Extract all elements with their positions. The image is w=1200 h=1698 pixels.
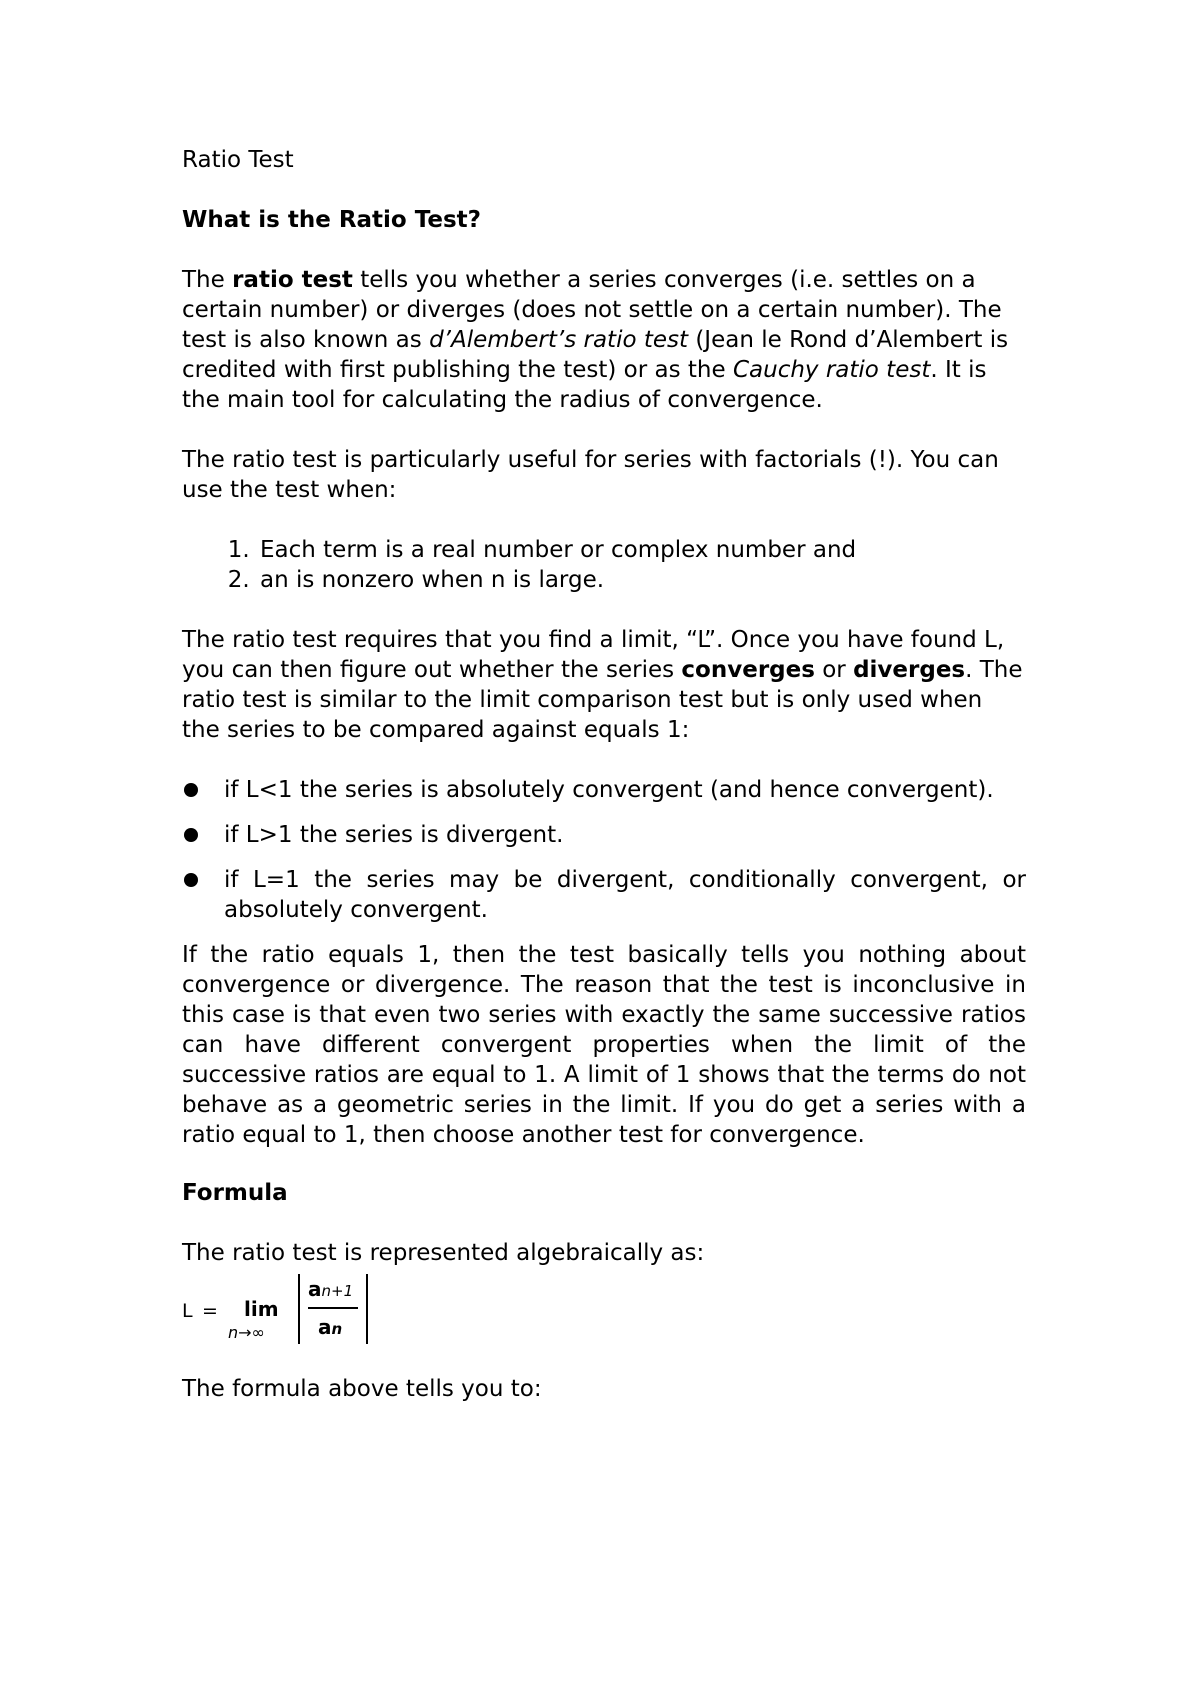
bullet-text: if L>1 the series is divergent. [224,822,564,848]
numerator-base: a [308,1277,322,1301]
formula-abs-bar-right [366,1274,368,1344]
document-page [182,140,1026,1404]
limit-bold-diverges: diverges [853,657,966,683]
intro-text-3: (Jean le Rond d’Alembert is credited with first publishing the test) or as the [182,327,1009,383]
list-item: 2. an is nonzero when n is large. [257,565,1026,595]
bullet-text: if L=1 the series may be divergent, conditionally convergent, or absolutely convergent. [224,867,1026,923]
formula-denominator [318,1312,342,1344]
list-item: 1. Each term is a real number or complex number and [257,535,1026,565]
bullet-icon [184,873,198,887]
intro-text-4: . It is the main tool for calculating the radius of convergence. [182,357,987,413]
intro-text-2: tells you whether a series converges (i.e. settles on a certain number) or diverges (does not settle on a certain number). The test is also known as [182,267,1002,353]
denominator-subscript: n [331,1320,343,1338]
denominator-base: a [318,1315,332,1339]
intro-bold-ratio-test: ratio test [232,267,353,293]
bullet-icon [184,783,198,797]
intro-italic-cauchy: Cauchy ratio test [732,357,931,383]
document-title: Ratio Test [182,147,294,173]
list-item [182,775,1026,805]
numerator-subscript: n+1 [321,1282,354,1300]
formula-lim: lim [244,1297,279,1321]
formula-numerator [308,1274,353,1306]
inconclusive-paragraph: If the ratio equals 1, then the test basically tells you nothing about convergence or divergence. The reason that the test is inconclusive in this case is that even two series with exactly the same successive ratios can have different convergent properties when the limit of the successive ratios are equal to 1. A limit of 1 shows that the terms do not behave as a geometric series in the limit. If you do get a series with a ratio equal to 1, then choose another test for convergence. [182,942,1026,1148]
intro-italic-dalembert: d’Alembert’s ratio test [429,327,689,353]
limit-text-2: or [814,657,854,683]
limit-text-3: . The ratio test is similar to the limit comparison test but is only used when the series to be compared against equals 1: [182,657,1023,743]
intro-paragraph [182,265,1026,415]
algebra-paragraph: The ratio test is represented algebraically as: [182,1240,705,1266]
bullet-icon [184,828,198,842]
bullet-text: if L<1 the series is absolutely convergent (and hence convergent). [224,777,994,803]
formula-lhs: L [182,1300,193,1322]
section-heading-what-is: What is the Ratio Test? [182,207,481,233]
formula-fraction-line [308,1307,358,1309]
closing-paragraph: The formula above tells you to: [182,1376,542,1402]
limit-bold-converges: converges [681,657,815,683]
limit-text-1: The ratio test requires that you find a limit, “L”. Once you have found L, you can then figure out whether the series [182,627,1005,683]
list-item [182,865,1026,925]
useful-paragraph: The ratio test is particularly useful for series with factorials (!). You can use the test when: [182,447,999,503]
intro-text-1: The [182,267,233,293]
formula-lim-subscript: n→∞ [228,1323,265,1342]
conditions-bullet-list [182,775,1026,925]
list-item [182,820,1026,850]
ratio-test-formula [182,1274,1026,1344]
formula-equals: = [202,1300,218,1322]
conditions-list [182,535,1026,595]
limit-paragraph [182,625,1026,745]
formula-abs-bar-left [298,1274,300,1344]
section-heading-formula: Formula [182,1180,288,1206]
